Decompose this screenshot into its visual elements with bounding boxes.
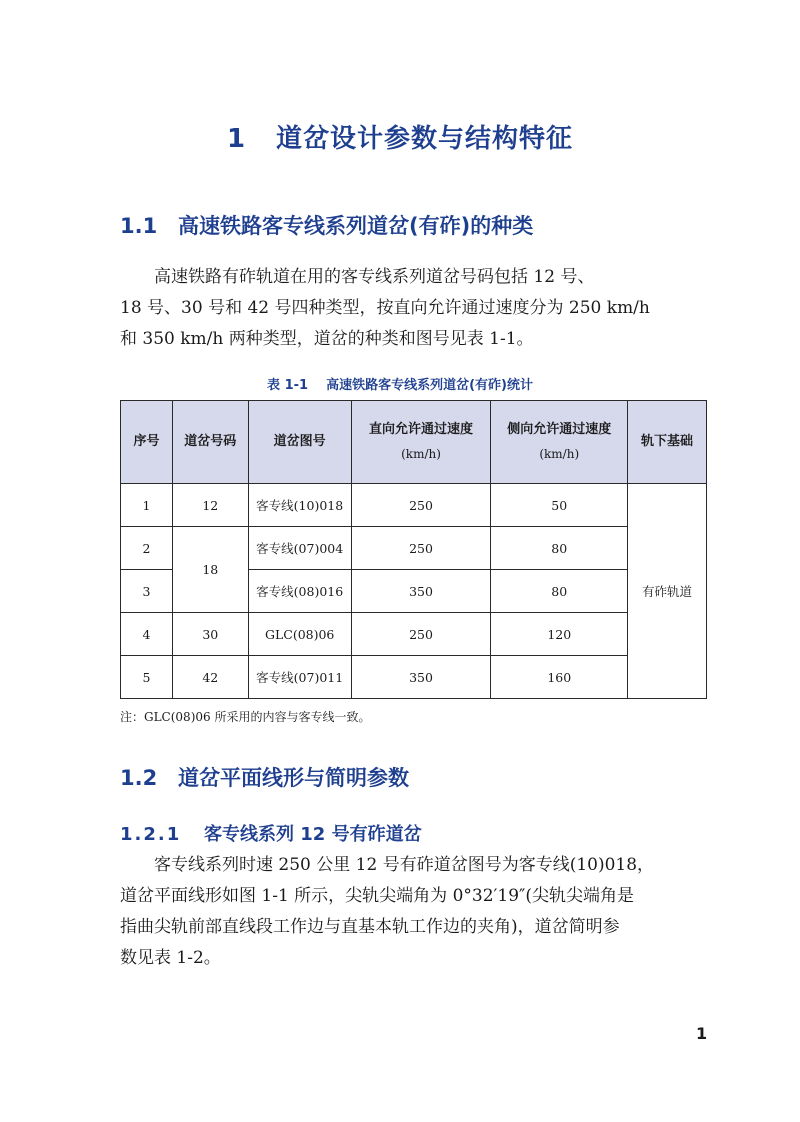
cell-straight-speed: 250 (351, 527, 491, 570)
chapter-title (0, 118, 800, 155)
cell-turnout-number: 18 (172, 527, 248, 613)
table-header-row (121, 401, 707, 484)
header-straight-speed-label: 直向允许通过速度 (369, 421, 474, 437)
table-row (121, 613, 707, 656)
subsection-number: 1.2.1 (120, 824, 182, 845)
chapter-title-text: 道岔设计参数与结构特征 (276, 124, 574, 154)
header-turnout-number: 道岔号码 (172, 401, 248, 484)
paragraph-line: 客专线系列时速 250 公里 12 号有砟道岔图号为客专线(10)018， (120, 855, 655, 875)
cell-drawing-number: 客专线(07)004 (248, 527, 351, 570)
cell-foundation: 有砟轨道 (628, 484, 707, 699)
cell-drawing-number: 客专线(07)011 (248, 656, 351, 699)
header-drawing-number: 道岔图号 (248, 401, 351, 484)
cell-drawing-number: 客专线(08)016 (248, 570, 351, 613)
header-seq: 序号 (121, 401, 173, 484)
section-1-1-title (120, 210, 533, 240)
cell-diverging-speed: 80 (491, 570, 628, 613)
section-number: 1.2 (120, 766, 158, 790)
table-row (121, 656, 707, 699)
paragraph-line: 指曲尖轨前部直线段工作边与直基本轨工作边的夹角)，道岔简明参 (120, 917, 620, 937)
table-row (121, 527, 707, 570)
cell-straight-speed: 250 (351, 484, 491, 527)
cell-straight-speed: 350 (351, 656, 491, 699)
paragraph-line: 和 350 km/h 两种类型，道岔的种类和图号见表 1-1。 (120, 329, 534, 349)
cell-straight-speed: 250 (351, 613, 491, 656)
page-number: 1 (696, 1024, 708, 1043)
section-1-2-title (120, 762, 409, 792)
cell-seq: 1 (121, 484, 173, 527)
cell-drawing-number: GLC(08)06 (248, 613, 351, 656)
table-row (121, 484, 707, 527)
section-number: 1.1 (120, 214, 158, 238)
header-diverging-speed-label: 侧向允许通过速度 (507, 421, 612, 437)
cell-straight-speed: 350 (351, 570, 491, 613)
cell-turnout-number: 12 (172, 484, 248, 527)
section-title-text: 道岔平面线形与简明参数 (178, 766, 409, 790)
cell-diverging-speed: 120 (491, 613, 628, 656)
table-caption-title: 高速铁路客专线系列道岔(有砟)统计 (326, 378, 533, 393)
subsection-1-2-1-title (120, 820, 422, 846)
cell-seq: 3 (121, 570, 173, 613)
subsection-1-2-1-paragraph (120, 850, 710, 974)
paragraph-line: 高速铁路有砟轨道在用的客专线系列道岔号码包括 12 号、 (120, 267, 595, 287)
table-note: 注：GLC(08)06 所采用的内容与客专线一致。 (120, 710, 371, 724)
cell-turnout-number: 42 (172, 656, 248, 699)
cell-seq: 5 (121, 656, 173, 699)
cell-diverging-speed: 160 (491, 656, 628, 699)
cell-drawing-number: 客专线(10)018 (248, 484, 351, 527)
paragraph-line: 道岔平面线形如图 1-1 所示，尖轨尖端角为 0°32′19″(尖轨尖端角是 (120, 886, 635, 906)
section-1-1-paragraph (120, 262, 710, 355)
header-diverging-speed-unit: (km/h) (539, 446, 580, 461)
turnout-table (120, 400, 707, 699)
cell-diverging-speed: 50 (491, 484, 628, 527)
cell-turnout-number: 30 (172, 613, 248, 656)
header-foundation: 轨下基础 (628, 401, 707, 484)
header-diverging-speed (491, 401, 628, 484)
header-straight-speed-unit: (km/h) (401, 446, 441, 461)
cell-seq: 2 (121, 527, 173, 570)
section-title-text: 高速铁路客专线系列道岔(有砟)的种类 (178, 214, 534, 238)
table-caption-number: 表 1-1 (267, 378, 309, 393)
cell-diverging-speed: 80 (491, 527, 628, 570)
header-straight-speed (351, 401, 491, 484)
table-caption (0, 374, 800, 393)
paragraph-line: 数见表 1-2。 (120, 948, 221, 968)
chapter-number: 1 (226, 124, 247, 154)
cell-seq: 4 (121, 613, 173, 656)
paragraph-line: 18 号、30 号和 42 号四种类型，按直向允许通过速度分为 250 km/h (120, 298, 650, 318)
subsection-title-text: 客专线系列 12 号有砟道岔 (204, 824, 422, 845)
